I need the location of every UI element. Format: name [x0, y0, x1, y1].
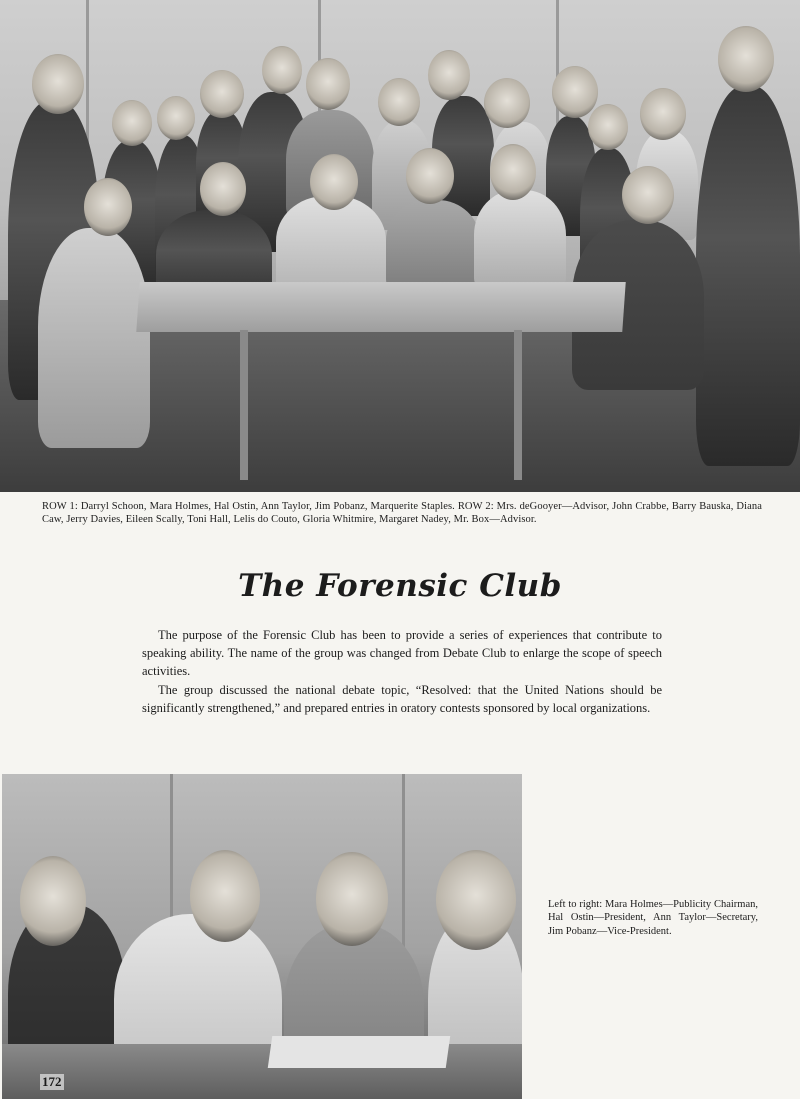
- person-head: [20, 856, 86, 946]
- person-head: [262, 46, 302, 94]
- page-title: The Forensic Club: [238, 568, 562, 604]
- person-figure: [386, 200, 480, 290]
- person-head: [306, 58, 350, 110]
- person-head: [200, 162, 246, 216]
- group-photo: [0, 0, 800, 492]
- table-leg: [240, 330, 248, 480]
- person-head: [484, 78, 530, 128]
- person-figure: [474, 190, 566, 290]
- open-book: [268, 1036, 450, 1068]
- person-head: [84, 178, 132, 236]
- person-head: [428, 50, 470, 100]
- person-head: [436, 850, 516, 950]
- person-head: [640, 88, 686, 140]
- paragraph: The purpose of the Forensic Club has been to provide a series of experiences that contribute to speaking ability. The name of the group was changed from Debate Club to enlarge the scope of speech activities.: [142, 628, 662, 679]
- officers-photo: [2, 774, 522, 1099]
- person-figure: [276, 196, 386, 296]
- person-head: [190, 850, 260, 942]
- paragraph: The group discussed the national debate topic, “Resolved: that the United Nations should be significantly strengthened,” and prepared entries in oratory contests sponsored by local organizations.: [142, 682, 662, 715]
- person-head: [112, 100, 152, 146]
- person-head: [157, 96, 195, 140]
- person-head: [490, 144, 536, 200]
- person-head: [316, 852, 388, 946]
- page-number: 172: [42, 1074, 62, 1089]
- person-head: [32, 54, 84, 114]
- person-head: [718, 26, 774, 92]
- person-head: [200, 70, 244, 118]
- person-figure: [696, 86, 800, 466]
- person-head: [552, 66, 598, 118]
- person-head: [378, 78, 420, 126]
- table: [136, 282, 625, 332]
- officers-caption: Left to right: Mara Holmes—Publicity Chairman, Hal Ostin—President, Ann Taylor—Secretary, Jim Pobanz—Vice-President.: [548, 899, 758, 937]
- person-head: [310, 154, 358, 210]
- person-head: [588, 104, 628, 150]
- article-body: [142, 626, 662, 717]
- person-figure: [38, 228, 150, 448]
- person-head: [406, 148, 454, 204]
- table-leg: [514, 330, 522, 480]
- photo-caption-rows: ROW 1: Darryl Schoon, Mara Holmes, Hal Ostin, Ann Taylor, Jim Pobanz, Marquerite Staples. ROW 2: Mrs. deGooyer—Advisor, John Crabbe, Barry Bauska, Diana Caw, Jerry Davies, Eileen Scally, Toni Hall, Lelis do Couto, Gloria Whitmire, Margaret Nadey, Mr. Box—Advisor.: [42, 501, 762, 525]
- person-head: [622, 166, 674, 224]
